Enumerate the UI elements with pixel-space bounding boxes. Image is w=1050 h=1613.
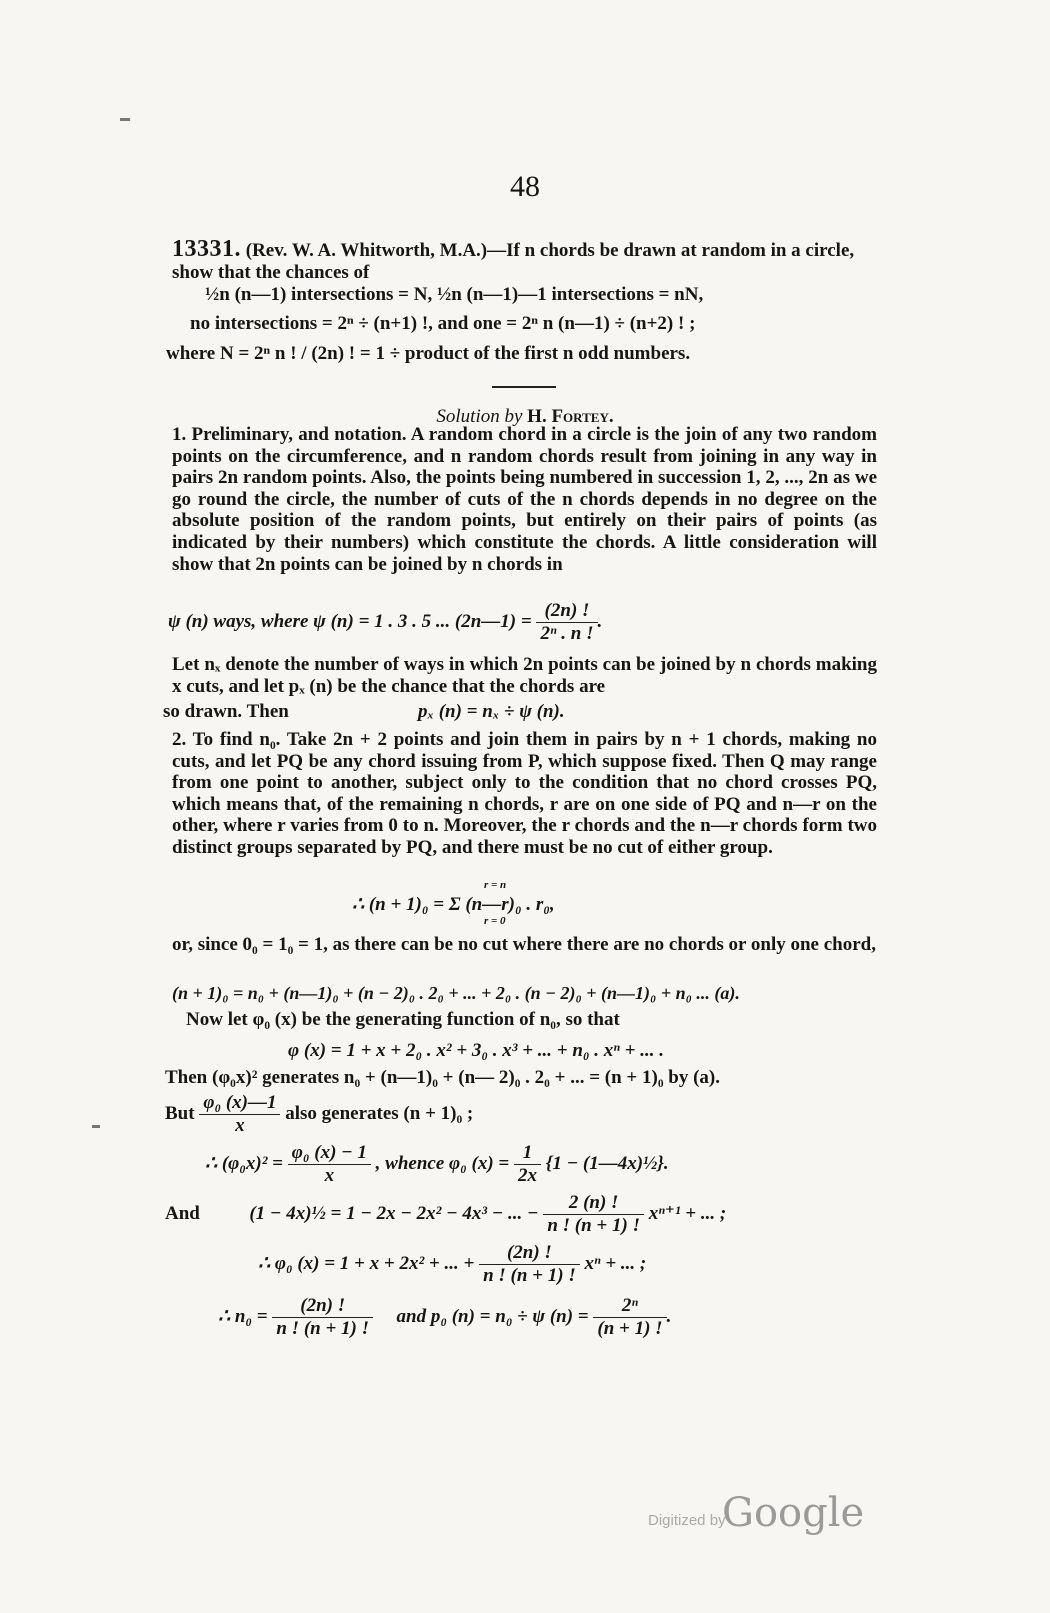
fraction [593,1295,666,1340]
equation-final-mid: and p₀ (n) = n₀ ÷ ψ (n) = [396,1305,589,1327]
equation-whence-mid: , whence φ₀ (x) = [375,1152,510,1174]
sum-upper-limit: r = n [484,879,507,891]
equation-and [165,1192,726,1237]
paragraph-definition-end: so drawn. Then [163,701,289,722]
equation-psi-left: ψ (n) ways, where ψ (n) = 1 . 3 . 5 ... (2n—1) = [168,610,532,632]
fraction-denominator: 2x [518,1165,537,1186]
fraction-numerator: φ₀ (x)—1 [199,1092,280,1115]
fraction [514,1142,541,1187]
fraction [536,600,597,645]
fraction [543,1192,644,1237]
equation-but-rest: also generates (n + 1)₀ ; [285,1102,474,1124]
fraction-numerator: 2 (n) ! [543,1192,644,1215]
equation-whence-left: ∴ (φ₀x)² = [205,1152,284,1174]
equation-psi: ψ (n) ways, where ψ (n) = 1 . 3 . 5 ... (2n—1) = $\frac{(2n) !}{\text{2ⁿ . n !}}$ . [168,600,603,644]
fraction-denominator: x [324,1165,335,1186]
problem-line-3: where N = 2ⁿ n ! / (2n) ! = 1 ÷ product of the first n odd numbers. [166,343,691,364]
paragraph-since: or, since 0₀ = 1₀ = 1, as there can be no cut where there are no chords or only one chord, [172,934,876,955]
problem-author: (Rev. W. A. Whitworth, M.A.) [245,240,488,261]
equation-final: ∴ n₀ = $\frac{(2n) !}{n ! (n + 1) !}$ and p₀ (n) = n₀ ÷ ψ (n) = $\frac{\text{2ⁿ}}{(n + 1) !}$ . [218,1295,672,1339]
fraction-denominator: 2ⁿ . n ! [540,623,594,644]
paragraph-find-n0: 2. To find n₀. Take 2n + 2 points and join them in pairs by n + 1 chords, making no cuts, and let PQ be any chord issuing from P, which suppose fixed. Then Q may range from one point to another, subject only to the condition that no chord crosses PQ, which means that, of the remaining n chords, r are on one side of PQ and n—r on the other, where r varies from 0 to n. Moreover, the r chords and the n—r chords form two distinct groups separated by PQ, and there must be no cut of either group. [172,729,877,858]
equation-whence [205,1142,669,1187]
fraction-numerator: (2n) ! [479,1242,580,1265]
section-divider [492,386,556,388]
equation-a: (n + 1)₀ = n₀ + (n—1)₀ + (n − 2)₀ . 2₀ + ... + 2₀ . (n − 2)₀ + (n—1)₀ + n₀ ... (a). [172,983,740,1003]
fraction-denominator: n ! (n + 1) ! [483,1265,576,1286]
equation-whence-right: {1 − (1—4x)½}. [545,1152,669,1174]
problem-line-1: ½n (n—1) intersections = N, ½n (n—1)—1 intersections = nN, [205,284,704,305]
equation-phi0-left: ∴ φ₀ (x) = 1 + x + 2x² + ... + [258,1252,475,1274]
equation-p: pₓ (n) = nₓ ÷ ψ (n). [418,701,565,722]
fraction [479,1242,580,1287]
page-number: 48 [510,170,540,203]
fraction-numerator: φ₀ (x) − 1 [288,1142,371,1165]
equation-final-left: ∴ n₀ = [218,1305,268,1327]
fraction-numerator: (2n) ! [272,1295,373,1318]
equation-phi0 [258,1242,646,1287]
equation-and-left: (1 − 4x)½ = 1 − 2x − 2x² − 4x³ − ... − [249,1202,539,1224]
fraction-numerator: (2n) ! [536,600,597,623]
problem-statement [172,238,877,284]
scan-speck [120,118,130,121]
equation-but [165,1092,473,1137]
equation-phi0-right: xⁿ + ... ; [584,1252,647,1274]
problem-text: —If n chords be drawn at random in a circle, show that the chances of [172,240,855,283]
equation-sum: ∴ (n + 1)₀ = Σ (n—r)₀ . r₀, [352,894,555,915]
scan-speck [92,1125,100,1128]
fraction-denominator: (n + 1) ! [597,1318,663,1339]
fraction-denominator: n ! (n + 1) ! [276,1318,370,1339]
problem-number: 13331. [172,236,241,262]
equation-and-label: And [165,1202,200,1224]
equation-but-label: But [165,1102,195,1124]
google-logo: Google [722,1490,865,1536]
fraction [288,1142,371,1187]
equation-and-right: xⁿ⁺¹ + ... ; [648,1202,727,1224]
paragraph-definition: Let nₓ denote the number of ways in which 2n points can be joined by n chords making x cuts, and let pₓ (n) be the chance that the chords are [172,654,877,697]
problem-line-2: no intersections = 2ⁿ ÷ (n+1) !, and one = 2ⁿ n (n—1) ÷ (n+2) ! ; [190,313,696,334]
fraction-denominator: n ! (n + 1) ! [547,1215,640,1236]
fraction-numerator: 2ⁿ [593,1295,666,1318]
fraction [199,1092,280,1137]
digitized-by-label: Digitized by [648,1512,726,1529]
solution-author: H. Fortey. [527,406,614,427]
equation-then: Then (φ₀x)² generates n₀ + (n—1)₀ + (n— 2)₀ . 2₀ + ... = (n + 1)₀ by (a). [165,1067,720,1088]
fraction-numerator: 1 [514,1142,541,1165]
equation-phi: φ (x) = 1 + x + 2₀ . x² + 3₀ . x³ + ... + n₀ . xⁿ + ... . [288,1040,664,1061]
paragraph-preliminary: 1. Preliminary, and notation. A random chord in a circle is the join of any two random points on the circumference, and n random chords result from joining in any way in pairs 2n random points. Also, the points being numbered in succession 1, 2, ..., 2n as we go round the circle, the number of cuts of the n chords depends in no degree on the absolute position of the random points, but entirely on their pairs of points (as indicated by their numbers) which constitute the chords. A little consideration will show that 2n points can be joined by n chords in [172,424,877,575]
paragraph-generating: Now let φ₀ (x) be the generating function of n₀, so that [186,1009,620,1030]
fraction-denominator: x [235,1115,245,1136]
fraction [272,1295,373,1340]
solution-by-label: Solution by [436,406,523,427]
sum-lower-limit: r = 0 [484,915,506,927]
